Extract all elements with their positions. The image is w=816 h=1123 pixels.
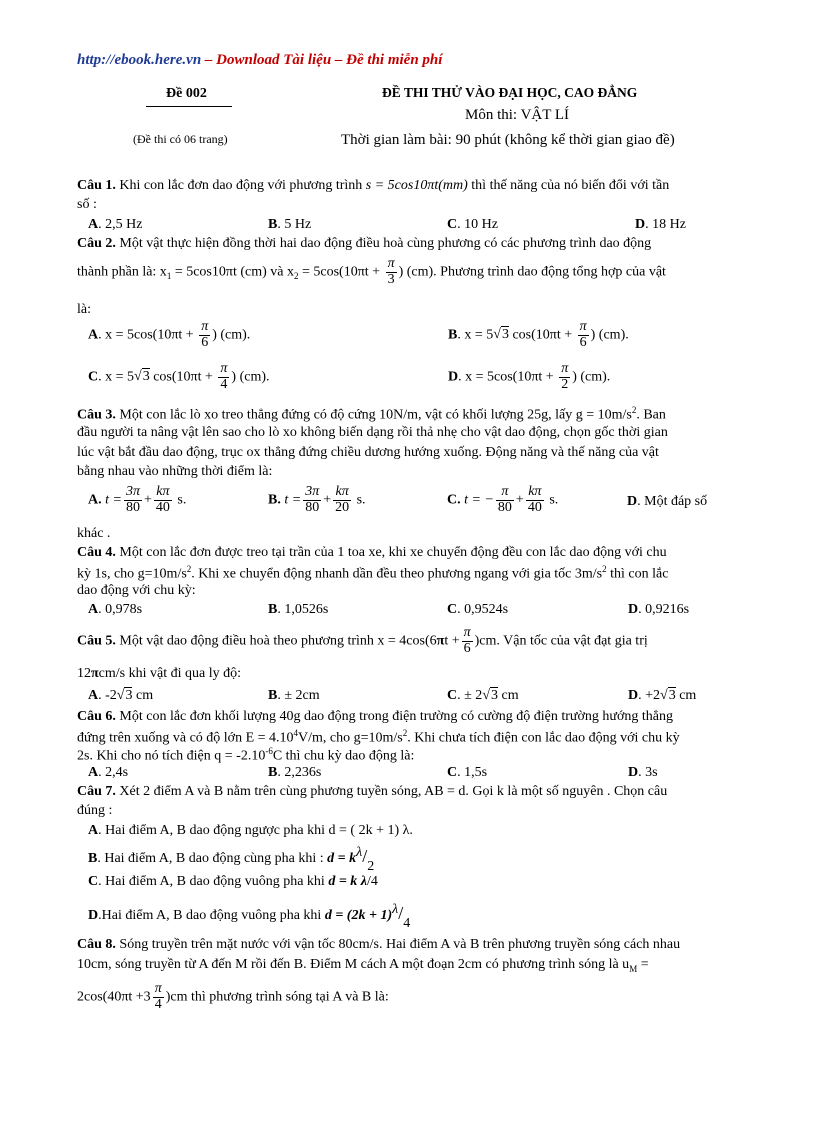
- subscript: M: [629, 963, 638, 974]
- option-letter: A: [88, 823, 99, 838]
- option-text: . Một đáp số: [637, 494, 708, 509]
- question-text: thì thế năng của nó biến đổi với tần: [467, 178, 670, 193]
- denominator: 4: [154, 996, 162, 1012]
- option-text: . x = 5: [98, 369, 135, 385]
- subscript: 1: [166, 271, 172, 282]
- denominator: 80: [305, 499, 320, 515]
- question-3-line1: [77, 405, 666, 424]
- formula: t =: [284, 492, 302, 508]
- option-letter: B: [448, 327, 458, 343]
- option-d[interactable]: [628, 688, 696, 704]
- option-d[interactable]: [448, 362, 610, 392]
- question-text: kỳ 1s, cho g=10m/s: [77, 566, 187, 582]
- question-4-line3: dao động với chu kỳ:: [77, 583, 196, 598]
- question-5-line2: [77, 666, 241, 682]
- option-text: . 2,5 Hz: [98, 217, 143, 232]
- option-text: . -2: [98, 688, 117, 703]
- superscript: 2: [186, 564, 192, 574]
- sqrt: √3: [660, 688, 676, 703]
- option-text: . 10 Hz: [457, 217, 498, 232]
- lambda: λ: [392, 902, 399, 917]
- question-7-line1: [77, 784, 667, 800]
- fraction: [333, 485, 351, 515]
- question-text: . Ban: [636, 407, 666, 423]
- question-text: t +: [444, 633, 460, 649]
- option-text: . x = 5cos(10πt +: [458, 369, 558, 385]
- option-text: . x = 5: [457, 327, 494, 343]
- radicand: 3: [491, 688, 498, 703]
- option-d[interactable]: D.Hai điểm A, B dao động vuông pha khi d = (2k + 1)λ/4: [88, 902, 411, 931]
- option-text: . 3s: [638, 765, 658, 780]
- option-text: . Hai điểm A, B dao động vuông pha khi: [98, 874, 329, 889]
- question-text: Khi con lắc đơn dao động với phương trình: [115, 178, 366, 193]
- question-7-line2: đúng :: [77, 803, 113, 818]
- option-a[interactable]: [88, 765, 128, 781]
- option-letter: D: [627, 494, 638, 509]
- question-text: cm/s khi vật đi qua ly độ:: [98, 666, 241, 681]
- fraction: [462, 626, 473, 656]
- header-tagline: – Download Tài liệu – Đề thi miễn phí: [201, 52, 443, 68]
- denominator: 40: [155, 499, 170, 515]
- option-b[interactable]: [268, 217, 311, 233]
- option-text: . 2,4s: [98, 765, 129, 780]
- exam-code-underline: [146, 106, 232, 107]
- denominator: 6: [579, 334, 587, 350]
- numerator: π: [561, 361, 569, 376]
- question-text: )cm thì phương trình sóng tại A và B là:: [165, 989, 389, 1005]
- option-text: . Hai điểm A, B dao động ngược pha khi d = ( 2k + 1) λ.: [98, 823, 413, 838]
- option-text: . 1,0526s: [277, 602, 329, 617]
- question-text: Một vật dao động điều hoà theo phương trình x = 4cos(6: [115, 633, 437, 649]
- option-a[interactable]: [88, 823, 413, 839]
- option-text: . Hai điểm A, B dao động cùng pha khi :: [97, 851, 328, 866]
- question-text: 2s. Khi cho nó tích điện q = -2.10: [77, 748, 266, 764]
- question-label: Câu 6.: [77, 709, 116, 724]
- option-text: .Hai điểm A, B dao động vuông pha khi: [98, 908, 325, 923]
- option-letter: D: [448, 369, 459, 385]
- option-letter: B: [268, 602, 278, 617]
- option-letter: C: [447, 765, 458, 780]
- sqrt: √3: [482, 688, 498, 703]
- option-text: . +2: [638, 688, 661, 703]
- formula: t = −: [464, 492, 494, 508]
- denominator: 2: [561, 376, 569, 392]
- subject: Môn thi: VẬT LÍ: [465, 107, 570, 123]
- option-text: cm: [498, 688, 519, 703]
- option-a[interactable]: [88, 217, 142, 233]
- denominator: 4: [220, 376, 228, 392]
- option-c[interactable]: [447, 602, 508, 618]
- subscript: 2: [293, 271, 299, 282]
- exam-time: Thời gian làm bài: 90 phút (không kể thời gian giao đề): [341, 132, 675, 148]
- option-text: . 0,978s: [98, 602, 143, 617]
- option-text: ) (cm).: [590, 327, 629, 343]
- unit: s.: [356, 492, 366, 508]
- numerator: 3π: [125, 484, 140, 499]
- sqrt: √3: [134, 369, 150, 385]
- question-text: Sóng truyền trên mặt nước với vận tốc 80cm/s. Hai điểm A và B trên phương truyền sóng cách nhau: [115, 937, 681, 952]
- option-text: . 2,236s: [277, 765, 322, 780]
- option-b[interactable]: B. t = $\frac{3\pi}{80}$ + $\frac{k\pi}{20}$ s.: [268, 484, 366, 515]
- question-label: Câu 4.: [77, 545, 116, 560]
- denominator: 6: [463, 640, 471, 656]
- fraction: [124, 485, 142, 515]
- page-note: (Đề thi có 06 trang): [133, 132, 228, 146]
- question-text: Xét 2 điểm A và B nằm trên cùng phương tuyền sóng, AB = d. Gọi k là một số nguyên . Chọn câu: [115, 784, 668, 799]
- option-letter: A: [88, 765, 99, 780]
- question-2-line1: [77, 236, 651, 252]
- formula: d = (2k + 1): [324, 908, 393, 923]
- question-label: Câu 8.: [77, 937, 116, 952]
- radicand: 3: [125, 688, 133, 703]
- fraction: [526, 485, 544, 515]
- question-8-line2: [77, 957, 649, 974]
- formula: s = 5cos10πt(mm): [365, 178, 468, 193]
- option-letter: D: [628, 602, 639, 617]
- question-text: 12: [77, 666, 91, 681]
- formula: t =: [105, 492, 122, 508]
- formula: d = k λ: [328, 874, 368, 889]
- fraction: [154, 485, 172, 515]
- option-text: ) (cm).: [572, 369, 611, 385]
- option-letter: B: [268, 765, 278, 780]
- radicand: 3: [501, 327, 509, 343]
- option-text: . 1,5s: [457, 765, 488, 780]
- fraction: [496, 485, 514, 515]
- question-6-line1: [77, 709, 673, 725]
- option-letter: D: [635, 217, 646, 232]
- option-text: cm: [132, 688, 154, 703]
- question-text: )cm. Vận tốc của vật đạt gia trị: [474, 633, 648, 649]
- option-text: . 0,9216s: [638, 602, 690, 617]
- lambda: λ: [356, 845, 363, 860]
- question-text: V/m, cho g=10m/s: [298, 730, 403, 746]
- question-text: . Khi chưa tích điện con lắc dao động với chu kỳ: [407, 730, 680, 746]
- question-1-line2: số :: [77, 197, 97, 212]
- option-c[interactable]: C. t = − $\frac{\pi}{80}$ + $\frac{k\pi}{40}$ s.: [447, 484, 559, 515]
- option-text: cos(10πt +: [508, 327, 576, 343]
- numerator: kπ: [526, 485, 544, 501]
- option-letter: B: [88, 851, 98, 866]
- question-3-line2: đầu người ta nâng vật lên sao cho lò xo không biến dạng rồi thả nhẹ cho vật dao động, chọn gốc thời gian: [77, 425, 668, 440]
- fraction: [199, 320, 210, 350]
- sqrt: √3: [116, 688, 133, 703]
- question-text: Một con lắc đơn khối lượng 40g dao động trong điện trường có cường độ điện trường hướng thẳng: [115, 709, 674, 724]
- denominator: 3: [387, 271, 395, 287]
- option-b[interactable]: [268, 688, 320, 704]
- numerator: π: [463, 625, 471, 640]
- fraction: [578, 320, 589, 350]
- option-a[interactable]: [88, 602, 142, 618]
- option-a[interactable]: [88, 320, 250, 350]
- option-letter: C: [447, 492, 458, 508]
- option-text: . 0,9524s: [457, 602, 509, 617]
- question-label: Câu 1.: [77, 178, 116, 193]
- option-c[interactable]: [447, 217, 498, 233]
- numerator: π: [201, 319, 209, 334]
- question-text: C thì chu kỳ dao động là:: [272, 748, 415, 764]
- question-text: = 5cos10πt (cm) và x: [171, 264, 294, 280]
- sqrt: √3: [493, 327, 509, 343]
- option-b[interactable]: [448, 320, 629, 350]
- option-d[interactable]: [628, 602, 689, 618]
- question-text: Một con lắc lò xo treo thẳng đứng có độ cứng 10N/m, vật có khối lượng 25g, lấy g = 10m/s: [115, 407, 632, 423]
- question-text: thì con lắc: [606, 566, 669, 582]
- superscript: 2: [631, 405, 637, 415]
- option-text: . ± 2: [457, 688, 483, 703]
- option-c[interactable]: C. Hai điểm A, B dao động vuông pha khi d = k λ/4: [88, 874, 378, 889]
- denominator: 4: [403, 916, 411, 931]
- question-text: ) (cm). Phương trình dao động tổng hợp của vật: [398, 264, 666, 280]
- denominator: 80: [125, 499, 140, 515]
- question-label: Câu 7.: [77, 784, 116, 799]
- numerator: π: [496, 485, 514, 501]
- superscript: 4: [293, 728, 299, 738]
- option-text: . 5 Hz: [277, 217, 312, 232]
- option-text: ) (cm).: [231, 369, 270, 385]
- denominator: 2: [367, 859, 375, 874]
- question-3-tail: khác .: [77, 526, 111, 541]
- option-letter: D: [628, 765, 639, 780]
- option-letter: B: [268, 492, 278, 508]
- question-1-line1: [77, 178, 669, 194]
- option-c[interactable]: [447, 688, 519, 704]
- option-a[interactable]: [88, 688, 153, 704]
- question-text: = 5cos(10πt +: [298, 264, 384, 280]
- question-text: . Khi xe chuyển động nhanh dần đều theo phương ngang với gia tốc 3m/s: [191, 566, 603, 582]
- option-d[interactable]: [627, 494, 707, 510]
- unit: s.: [549, 492, 559, 508]
- question-text: 10cm, sóng truyền từ A đến M rồi đến B. Điểm M cách A một đoạn 2cm có phương trình sóng là u: [77, 957, 630, 972]
- fraction: [218, 362, 229, 392]
- option-letter: A: [88, 492, 99, 508]
- numerator: π: [154, 981, 162, 996]
- numerator: kπ: [333, 485, 351, 501]
- pi-symbol: π: [91, 666, 99, 681]
- exam-code: Đề 002: [166, 86, 207, 101]
- option-letter: B: [268, 688, 278, 703]
- option-text: cos(10πt +: [149, 369, 217, 385]
- denominator: 4: [370, 874, 378, 889]
- question-3-line4: bằng nhau vào những thời điểm là:: [77, 464, 273, 479]
- question-4-line2: [77, 564, 668, 583]
- formula: d = k: [327, 851, 357, 866]
- fraction: [303, 485, 321, 515]
- exam-title: ĐỀ THI THỬ VÀO ĐẠI HỌC, CAO ĐẲNG: [382, 85, 638, 100]
- pi-symbol: π: [436, 633, 445, 649]
- option-letter: A: [88, 602, 99, 617]
- numerator: π: [579, 319, 587, 334]
- question-2-line3: là:: [77, 302, 91, 317]
- option-letter: B: [268, 217, 278, 232]
- question-8-line3: [77, 982, 389, 1012]
- fraction: [386, 257, 397, 287]
- radicand: 3: [142, 369, 150, 385]
- option-letter: C: [88, 369, 99, 385]
- option-c[interactable]: [447, 765, 487, 781]
- option-c[interactable]: [88, 362, 270, 392]
- option-letter: A: [88, 688, 99, 703]
- question-label: Câu 3.: [77, 407, 116, 423]
- numerator: π: [387, 256, 395, 271]
- denominator: 80: [497, 499, 512, 515]
- option-letter: C: [447, 217, 458, 232]
- option-letter: D: [88, 908, 99, 923]
- question-text: đứng trên xuống và có độ lớn E = 4.10: [77, 730, 294, 746]
- question-6-line3: [77, 746, 414, 765]
- question-3-line3: lúc vật bắt đầu dao động, trục ox thẳng đứng chiều dương hướng xuống. Động năng và thế năng của vật: [77, 445, 659, 460]
- fraction: [559, 362, 570, 392]
- option-letter: C: [447, 688, 458, 703]
- option-letter: C: [88, 874, 99, 889]
- question-8-line1: [77, 937, 680, 953]
- numerator: kπ: [154, 485, 172, 501]
- unit: s.: [177, 492, 187, 508]
- option-text: ) (cm).: [212, 327, 251, 343]
- option-letter: D: [628, 688, 639, 703]
- option-b[interactable]: [268, 765, 321, 781]
- question-text: Một vật thực hiện đồng thời hai dao động điều hoà cùng phương có các phương trình dao động: [115, 236, 652, 251]
- question-label: Câu 2.: [77, 236, 116, 251]
- question-6-line2: [77, 728, 680, 747]
- option-b[interactable]: B. Hai điểm A, B dao động cùng pha khi : d = kλ/2: [88, 845, 375, 874]
- option-letter: C: [447, 602, 458, 617]
- superscript: 2: [602, 564, 607, 574]
- question-text: thành phần là: x: [77, 264, 167, 280]
- option-text: . ± 2cm: [277, 688, 320, 703]
- option-text: . x = 5cos(10πt +: [98, 327, 198, 343]
- superscript: 2: [402, 728, 408, 738]
- denominator: 6: [201, 334, 209, 350]
- superscript: -6: [265, 746, 273, 756]
- numerator: 3π: [305, 484, 320, 499]
- header-link[interactable]: [77, 52, 442, 69]
- option-b[interactable]: [268, 602, 328, 618]
- question-label: Câu 5.: [77, 633, 116, 649]
- fraction: [153, 982, 164, 1012]
- question-5-line1: [77, 626, 648, 656]
- option-a[interactable]: A. t = $\frac{3\pi}{80}$ + $\frac{k\pi}{40}$ s.: [88, 484, 187, 515]
- option-d[interactable]: [628, 765, 658, 781]
- option-letter: A: [88, 327, 99, 343]
- numerator: π: [220, 361, 228, 376]
- question-text: =: [637, 957, 649, 972]
- question-text: 2cos(40πt +3: [77, 989, 151, 1005]
- header-url[interactable]: http://ebook.here.vn: [77, 52, 202, 68]
- question-text: Một con lắc đơn được treo tại trần của 1 toa xe, khi xe chuyển động đều con lắc dao động với chu: [115, 545, 667, 560]
- option-text: cm: [675, 688, 697, 703]
- option-letter: A: [88, 217, 99, 232]
- question-4-line1: [77, 545, 667, 561]
- option-text: . 18 Hz: [645, 217, 686, 232]
- denominator: 40: [527, 499, 542, 515]
- option-d[interactable]: [635, 217, 686, 233]
- question-2-line2: [77, 257, 666, 287]
- denominator: 20: [335, 499, 350, 515]
- radicand: 3: [668, 688, 676, 703]
